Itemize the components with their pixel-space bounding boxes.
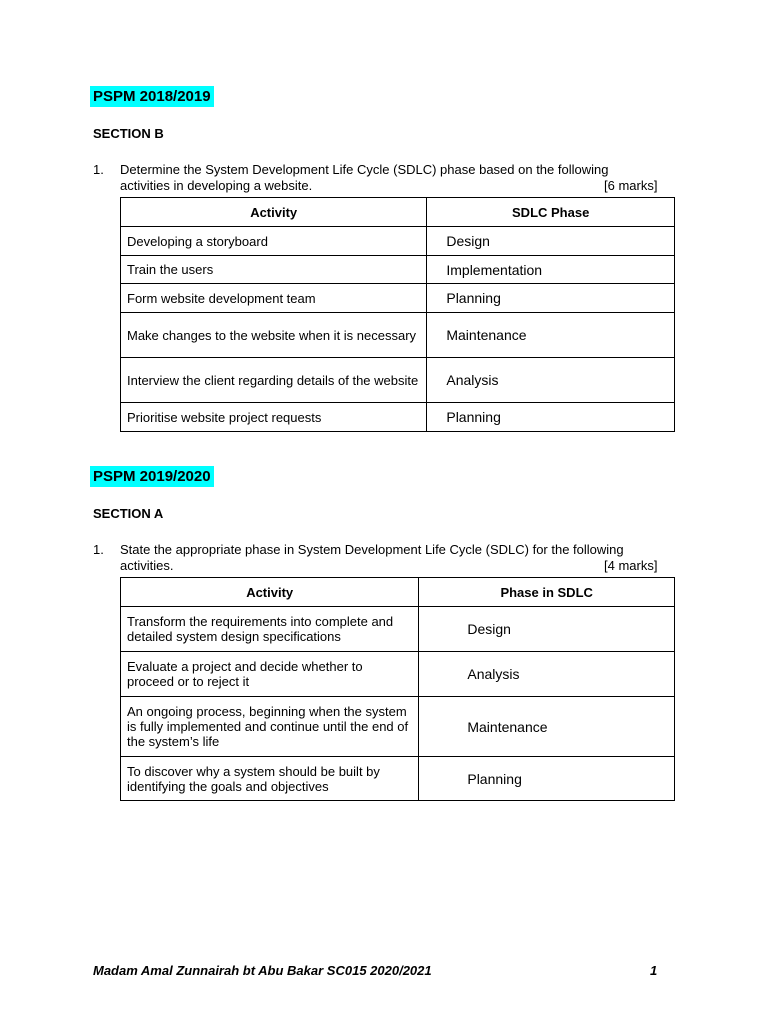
column-header-activity: Activity — [121, 578, 419, 607]
table-row — [121, 284, 675, 313]
activity-cell: Train the users — [121, 256, 427, 284]
question-line-1: State the appropriate phase in System Development Life Cycle (SDLC) for the following — [120, 542, 624, 557]
marks-label: [6 marks] — [604, 178, 658, 193]
sdlc-table-2 — [120, 577, 675, 801]
phase-cell: Maintenance — [427, 313, 675, 358]
phase-cell: Analysis — [427, 358, 675, 403]
table-row — [121, 652, 675, 697]
heading-pspm-2018: PSPM 2018/2019 — [90, 86, 214, 107]
page-number: 1 — [650, 963, 658, 978]
question-number: 1. — [93, 542, 104, 557]
question-line-2: activities in developing a website. — [120, 178, 313, 193]
activity-cell: Interview the client regarding details of the website — [121, 358, 427, 403]
activity-cell: Make changes to the website when it is necessary — [121, 313, 427, 358]
table-row — [121, 757, 675, 801]
question-number: 1. — [93, 162, 104, 177]
activity-cell: Form website development team — [121, 284, 427, 313]
table-row — [121, 227, 675, 256]
activity-cell: An ongoing process, beginning when the system is fully implemented and continue until the end of the system’s life — [121, 697, 419, 757]
activity-cell: To discover why a system should be built by identifying the goals and objectives — [121, 757, 419, 801]
table-row — [121, 607, 675, 652]
phase-cell: Maintenance — [419, 697, 675, 757]
activity-cell: Evaluate a project and decide whether to proceed or to reject it — [121, 652, 419, 697]
activity-cell: Transform the requirements into complete and detailed system design specifications — [121, 607, 419, 652]
heading-pspm-2019: PSPM 2019/2020 — [90, 466, 214, 487]
phase-cell: Design — [419, 607, 675, 652]
activity-cell: Developing a storyboard — [121, 227, 427, 256]
phase-cell: Design — [427, 227, 675, 256]
question-line-1: Determine the System Development Life Cycle (SDLC) phase based on the following — [120, 162, 609, 177]
sdlc-table-1 — [120, 197, 675, 432]
table-row — [121, 697, 675, 757]
table-row — [121, 256, 675, 284]
phase-cell: Planning — [419, 757, 675, 801]
activity-cell: Prioritise website project requests — [121, 403, 427, 432]
section-b-title: SECTION B — [93, 126, 164, 141]
phase-cell: Implementation — [427, 256, 675, 284]
phase-cell: Analysis — [419, 652, 675, 697]
question-text — [120, 542, 680, 574]
table-row — [121, 358, 675, 403]
column-header-activity: Activity — [121, 198, 427, 227]
marks-label: [4 marks] — [604, 558, 658, 573]
phase-cell: Planning — [427, 284, 675, 313]
table-row — [121, 313, 675, 358]
column-header-phase: SDLC Phase — [427, 198, 675, 227]
table-row — [121, 403, 675, 432]
section-a-title: SECTION A — [93, 506, 164, 521]
column-header-phase: Phase in SDLC — [419, 578, 675, 607]
question-text — [120, 162, 665, 194]
phase-cell: Planning — [427, 403, 675, 432]
footer-author: Madam Amal Zunnairah bt Abu Bakar SC015 2020/2021 — [93, 963, 432, 978]
question-line-2: activities. — [120, 558, 174, 573]
